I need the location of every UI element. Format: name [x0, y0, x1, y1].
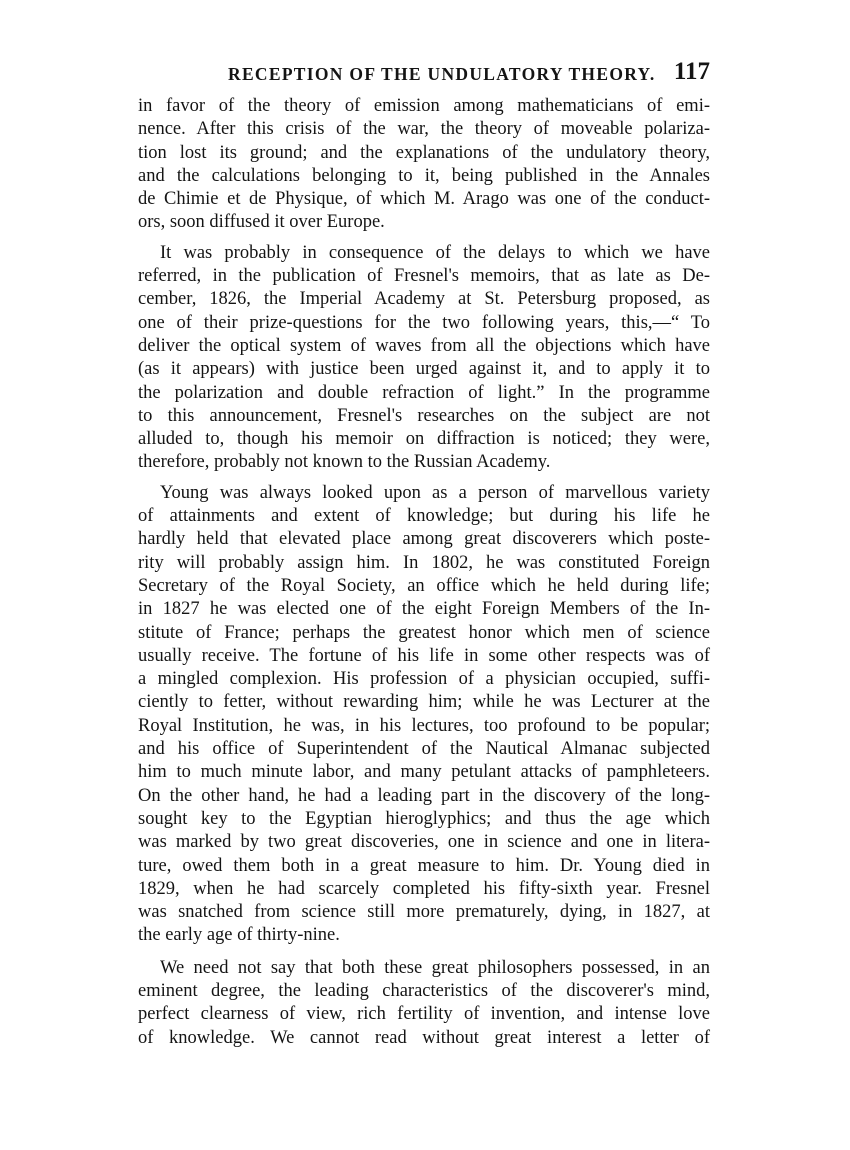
text-line: deliver the optical system of waves from all the objections which have: [138, 335, 710, 356]
text-line: in favor of the theory of emission among mathematicians of emi-: [138, 96, 710, 116]
text-line: one of their prize-questions for the two following years, this,—“ To: [138, 312, 710, 333]
text-line: tion lost its ground; and the explanations of the undulatory theory,: [138, 142, 710, 163]
text-line: hardly held that elevated place among great discoverers which poste-: [138, 529, 710, 550]
text-line: of knowledge. We cannot read without great interest a letter of: [138, 1027, 710, 1048]
text-line: cember, 1826, the Imperial Academy at St. Petersburg proposed, as: [138, 289, 710, 310]
running-head-title: RECEPTION OF THE UNDULATORY THEORY.: [228, 64, 656, 84]
text-line: 1829, when he had scarcely completed his fifty-sixth year. Fresnel: [138, 878, 710, 899]
text-line: Young was always looked upon as a person of marvellous variety: [160, 482, 710, 503]
text-line: We need not say that both these great philosophers possessed, in an: [160, 957, 710, 978]
text-line: rity will probably assign him. In 1802, he was constituted Foreign: [138, 552, 710, 573]
text-line: and his office of Superintendent of the Nautical Almanac subjected: [138, 739, 710, 760]
text-line: was marked by two great discoveries, one in science and one in litera-: [138, 832, 710, 853]
text-line: was snatched from science still more prematurely, dying, in 1827, at: [138, 902, 710, 923]
running-head: [138, 58, 710, 90]
text-line: ture, owed them both in a great measure to him. Dr. Young died in: [138, 855, 710, 876]
paragraph: [138, 242, 710, 475]
paragraph: [138, 95, 710, 235]
text-line: therefore, probably not known to the Russian Academy.: [138, 452, 551, 473]
text-line: de Chimie et de Physique, of which M. Arago was one of the conduct-: [138, 189, 710, 210]
text-line: usually receive. The fortune of his life in some other respects was of: [138, 645, 710, 666]
text-line: ciently to fetter, without rewarding him; while he was Lecturer at the: [138, 692, 710, 713]
text-line: referred, in the publication of Fresnel's memoirs, that as late as De-: [138, 266, 710, 287]
body-text: [138, 95, 710, 1050]
text-line: a mingled complexion. His profession of a physician occupied, suffi-: [138, 669, 710, 690]
text-line: On the other hand, he had a leading part in the discovery of the long-: [138, 785, 710, 806]
text-line: perfect clearness of view, rich fertility of invention, and intense love: [138, 1004, 710, 1025]
paragraph: [138, 482, 710, 948]
text-line: sought key to the Egyptian hieroglyphics; and thus the age which: [138, 808, 710, 829]
text-line: the early age of thirty-nine.: [138, 925, 340, 946]
text-line: Royal Institution, he was, in his lectures, too profound to be popular;: [138, 715, 710, 736]
text-line: It was probably in consequence of the delays to which we have: [160, 242, 710, 263]
text-line: eminent degree, the leading characteristics of the discoverer's mind,: [138, 980, 710, 1001]
text-line: and the calculations belonging to it, being published in the Annales: [138, 165, 710, 186]
text-line: Secretary of the Royal Society, an office which he held during life;: [138, 575, 710, 596]
text-line: of attainments and extent of knowledge; but during his life he: [138, 506, 710, 527]
text-line: alluded to, though his memoir on diffraction is noticed; they were,: [138, 429, 710, 450]
page-number: 117: [673, 58, 710, 85]
text-line: the polarization and double refraction of light.” In the programme: [138, 382, 710, 403]
text-line: (as it appears) with justice been urged against it, and to apply it to: [138, 359, 710, 380]
text-line: in 1827 he was elected one of the eight Foreign Members of the In-: [138, 599, 710, 620]
text-line: ors, soon diffused it over Europe.: [138, 212, 385, 233]
text-line: him to much minute labor, and many petulant attacks of pamphleteers.: [138, 762, 710, 783]
text-line: stitute of France; perhaps the greatest honor which men of science: [138, 622, 710, 643]
text-line: to this announcement, Fresnel's researches on the subject are not: [138, 405, 710, 426]
text-line: nence. After this crisis of the war, the theory of moveable polariza-: [138, 119, 710, 140]
paragraph: [138, 957, 710, 1050]
